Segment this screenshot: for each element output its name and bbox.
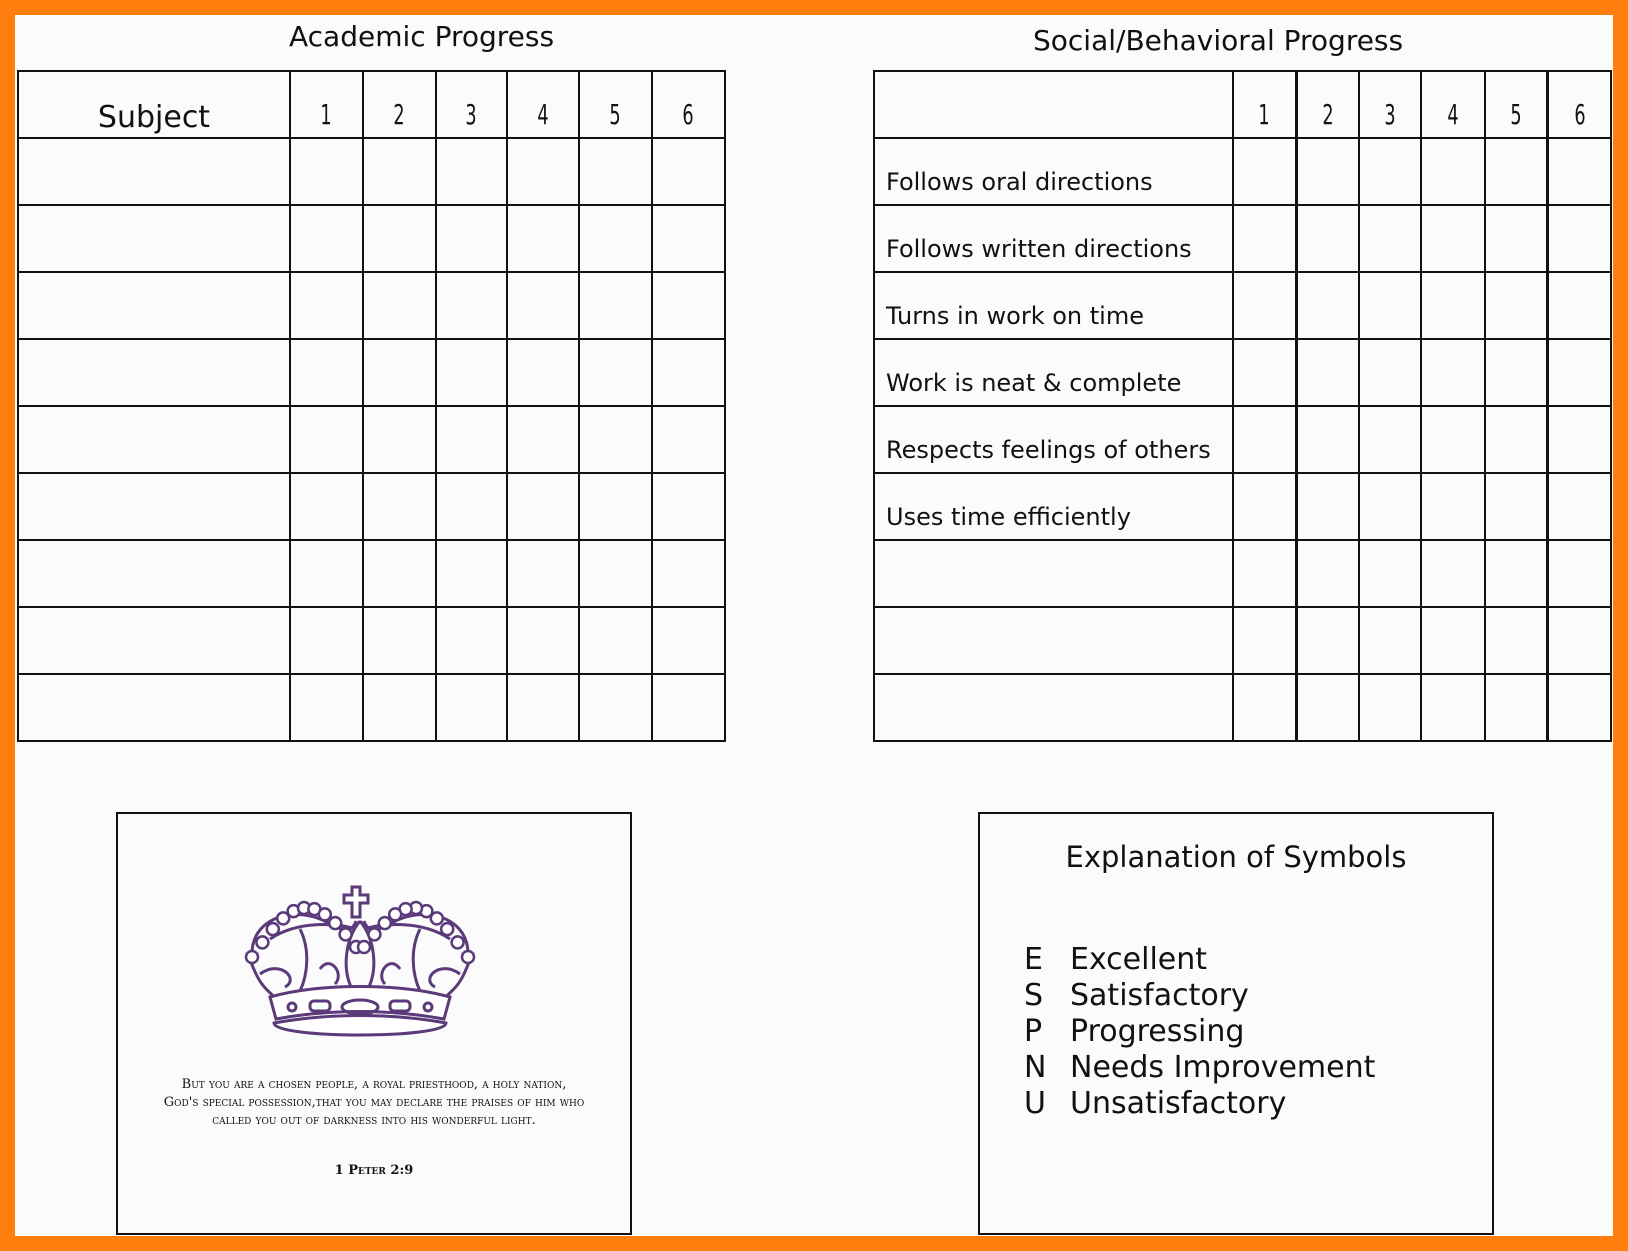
symbol-code: E: [1024, 942, 1043, 977]
table-row: [874, 138, 1611, 205]
subject-cell[interactable]: [18, 607, 290, 674]
grade-cell[interactable]: [436, 138, 507, 205]
subject-cell[interactable]: [18, 339, 290, 406]
grade-cell[interactable]: [652, 473, 725, 540]
grade-cell[interactable]: [290, 339, 363, 406]
grade-cell[interactable]: [1485, 406, 1548, 473]
period-header: 4: [1421, 71, 1484, 138]
period-header: 1: [1233, 71, 1296, 138]
grade-cell[interactable]: [1359, 406, 1421, 473]
behavior-label: Follows written directions: [874, 205, 1233, 272]
grade-cell[interactable]: [1233, 205, 1296, 272]
period-header: 1: [290, 71, 363, 138]
grade-cell[interactable]: [579, 272, 652, 339]
subject-cell[interactable]: [18, 272, 290, 339]
table-row: [874, 540, 1611, 607]
period-header: 3: [436, 71, 507, 138]
grade-cell[interactable]: [436, 473, 507, 540]
verse-line: But you are a chosen people, a royal priesthood, a holy nation,: [181, 1077, 567, 1092]
table-row: [18, 406, 725, 473]
grade-cell[interactable]: [290, 272, 363, 339]
grade-cell[interactable]: [1359, 272, 1421, 339]
grade-cell[interactable]: [363, 406, 436, 473]
grade-cell[interactable]: [1233, 540, 1296, 607]
grade-cell[interactable]: [1233, 674, 1296, 741]
table-row: [874, 674, 1611, 741]
grade-cell[interactable]: [290, 473, 363, 540]
grade-cell[interactable]: [1548, 540, 1611, 607]
grade-cell[interactable]: [1485, 607, 1548, 674]
symbol-code: N: [1024, 1050, 1047, 1085]
grade-cell[interactable]: [507, 473, 579, 540]
period-header: 2: [1296, 71, 1359, 138]
grade-cell[interactable]: [1421, 607, 1484, 674]
grade-cell[interactable]: [363, 473, 436, 540]
symbol-row: [1024, 1014, 1375, 1050]
grade-cell[interactable]: [290, 406, 363, 473]
crown-pearl: [340, 928, 352, 940]
behavior-header-blank: [874, 71, 1233, 138]
behavior-label: [874, 540, 1233, 607]
grade-cell[interactable]: [1548, 339, 1611, 406]
table-row: [18, 473, 725, 540]
table-row: [874, 205, 1611, 272]
subject-cell[interactable]: [18, 674, 290, 741]
grade-cell[interactable]: [436, 674, 507, 741]
grade-cell[interactable]: [652, 540, 725, 607]
grade-cell[interactable]: [1359, 339, 1421, 406]
period-header: 6: [1548, 71, 1611, 138]
grade-cell[interactable]: [579, 607, 652, 674]
period-header: 4: [507, 71, 579, 138]
grade-cell[interactable]: [507, 607, 579, 674]
symbol-code: U: [1024, 1086, 1046, 1121]
grade-cell[interactable]: [1548, 138, 1611, 205]
grade-cell[interactable]: [1421, 473, 1484, 540]
behavior-label: [874, 674, 1233, 741]
grade-cell[interactable]: [1233, 406, 1296, 473]
crown-pearl: [379, 917, 391, 929]
table-row: [18, 607, 725, 674]
grade-cell[interactable]: [507, 205, 579, 272]
grade-cell[interactable]: [1233, 138, 1296, 205]
crown-pearl: [329, 917, 341, 929]
table-row: [874, 607, 1611, 674]
behavioral-table: [873, 70, 1612, 742]
grade-cell[interactable]: [652, 339, 725, 406]
crown-pearl: [462, 951, 474, 963]
grade-cell[interactable]: [1485, 138, 1548, 205]
behavioral-header-row: [874, 71, 1611, 138]
symbol-row: [1024, 1050, 1375, 1086]
subject-cell[interactable]: [18, 138, 290, 205]
crown-pearl: [441, 923, 453, 935]
grade-cell[interactable]: [1421, 272, 1484, 339]
grade-cell[interactable]: [1359, 473, 1421, 540]
subject-cell[interactable]: [18, 205, 290, 272]
symbol-code: P: [1024, 1014, 1043, 1049]
grade-cell[interactable]: [579, 406, 652, 473]
subject-cell[interactable]: [18, 406, 290, 473]
table-row: [874, 272, 1611, 339]
grade-cell[interactable]: [1548, 205, 1611, 272]
grade-cell[interactable]: [1359, 540, 1421, 607]
grade-cell[interactable]: [1233, 473, 1296, 540]
grade-cell[interactable]: [1296, 473, 1359, 540]
grade-cell[interactable]: [1421, 138, 1484, 205]
table-row: [18, 339, 725, 406]
table-row: [18, 272, 725, 339]
grade-cell[interactable]: [1548, 473, 1611, 540]
subject-cell[interactable]: [18, 473, 290, 540]
verse-line: God's special possession,that you may declare the praises of him who: [163, 1095, 585, 1110]
grade-cell[interactable]: [652, 138, 725, 205]
grade-cell[interactable]: [436, 540, 507, 607]
symbol-code: S: [1024, 978, 1044, 1013]
table-row: [874, 406, 1611, 473]
crown-pearl: [368, 928, 380, 940]
symbol-meaning: Progressing: [1070, 1014, 1245, 1049]
grade-cell[interactable]: [507, 540, 579, 607]
grade-cell[interactable]: [363, 674, 436, 741]
table-row: [18, 205, 725, 272]
grade-cell[interactable]: [1485, 540, 1548, 607]
behavior-label: Respects feelings of others: [874, 406, 1233, 473]
grade-cell[interactable]: [1421, 674, 1484, 741]
symbol-row: [1024, 942, 1375, 978]
grade-cell[interactable]: [579, 339, 652, 406]
grade-cell[interactable]: [1485, 674, 1548, 741]
grade-cell[interactable]: [1421, 540, 1484, 607]
grade-cell[interactable]: [1296, 607, 1359, 674]
verse-box: [116, 812, 632, 1235]
grade-cell[interactable]: [579, 674, 652, 741]
verse-reference: 1 Peter 2:9: [334, 1163, 414, 1178]
grade-cell[interactable]: [1296, 339, 1359, 406]
behavior-label: Turns in work on time: [874, 272, 1233, 339]
grade-cell[interactable]: [1296, 138, 1359, 205]
grade-cell[interactable]: [1296, 205, 1359, 272]
grade-cell[interactable]: [507, 272, 579, 339]
symbols-box: [978, 812, 1494, 1235]
grade-cell[interactable]: [1359, 674, 1421, 741]
period-header: 3: [1359, 71, 1421, 138]
grade-cell[interactable]: [652, 607, 725, 674]
subject-cell[interactable]: [18, 540, 290, 607]
grade-cell[interactable]: [436, 272, 507, 339]
grade-cell[interactable]: [1485, 205, 1548, 272]
crown-icon: [230, 879, 490, 1049]
grade-cell[interactable]: [1485, 272, 1548, 339]
grade-cell[interactable]: [1233, 272, 1296, 339]
verse-line: called you out of darkness into his wonderful light.: [212, 1113, 536, 1128]
grade-cell[interactable]: [363, 607, 436, 674]
grade-cell[interactable]: [1296, 406, 1359, 473]
grade-cell[interactable]: [1359, 607, 1421, 674]
crown-pearl: [319, 908, 331, 920]
behavior-label: [874, 607, 1233, 674]
grade-cell[interactable]: [363, 272, 436, 339]
grade-cell[interactable]: [290, 674, 363, 741]
grade-cell[interactable]: [1296, 540, 1359, 607]
grade-cell[interactable]: [579, 138, 652, 205]
grade-cell[interactable]: [1359, 138, 1421, 205]
grade-cell[interactable]: [1485, 339, 1548, 406]
grade-cell[interactable]: [1421, 406, 1484, 473]
grade-cell[interactable]: [290, 540, 363, 607]
symbol-meaning: Needs Improvement: [1070, 1050, 1376, 1085]
grade-cell[interactable]: [290, 205, 363, 272]
table-row: [18, 138, 725, 205]
grade-cell[interactable]: [1359, 205, 1421, 272]
symbols-title: Explanation of Symbols: [1065, 840, 1407, 874]
grade-cell[interactable]: [579, 473, 652, 540]
behavior-label: Uses time efficiently: [874, 473, 1233, 540]
grade-cell[interactable]: [507, 339, 579, 406]
symbol-row: [1024, 1086, 1375, 1122]
crown-pearl: [246, 951, 258, 963]
grade-cell[interactable]: [436, 205, 507, 272]
grade-cell[interactable]: [363, 339, 436, 406]
period-header: 5: [1485, 71, 1548, 138]
grade-cell[interactable]: [290, 607, 363, 674]
symbol-row: [1024, 978, 1375, 1014]
grade-cell[interactable]: [652, 406, 725, 473]
grade-cell[interactable]: [507, 674, 579, 741]
grade-cell[interactable]: [1421, 339, 1484, 406]
crown-pearl: [267, 923, 279, 935]
behavior-label: Work is neat & complete: [874, 339, 1233, 406]
grade-cell[interactable]: [436, 607, 507, 674]
table-row: [18, 540, 725, 607]
academic-table: [17, 70, 726, 742]
academic-title: Academic Progress: [289, 20, 555, 53]
grade-cell[interactable]: [652, 205, 725, 272]
grade-cell[interactable]: [363, 205, 436, 272]
academic-header-row: [18, 71, 725, 138]
symbol-meaning: Satisfactory: [1070, 978, 1249, 1013]
crown-pearl: [389, 908, 401, 920]
behavior-label: Follows oral directions: [874, 138, 1233, 205]
grade-cell[interactable]: [1233, 339, 1296, 406]
grade-cell[interactable]: [1548, 272, 1611, 339]
grade-cell[interactable]: [579, 205, 652, 272]
grade-cell[interactable]: [290, 138, 363, 205]
grade-cell[interactable]: [1548, 406, 1611, 473]
grade-cell[interactable]: [507, 138, 579, 205]
period-header: 2: [363, 71, 436, 138]
grade-cell[interactable]: [1548, 674, 1611, 741]
period-header: 5: [579, 71, 652, 138]
grade-cell[interactable]: [579, 540, 652, 607]
symbol-meaning: Excellent: [1070, 942, 1208, 977]
crown-pearl: [452, 936, 464, 948]
verse-text: [118, 1076, 630, 1130]
grade-cell[interactable]: [1296, 674, 1359, 741]
period-header: 6: [652, 71, 725, 138]
grade-cell[interactable]: [1296, 272, 1359, 339]
subject-header: Subject: [18, 71, 290, 138]
symbols-list: [1024, 942, 1375, 1122]
grade-cell[interactable]: [363, 138, 436, 205]
behavioral-title: Social/Behavioral Progress: [1033, 24, 1404, 57]
report-card-page: [15, 15, 1613, 1236]
crown-pearl: [358, 941, 370, 953]
crown-pearl: [256, 936, 268, 948]
grade-cell[interactable]: [652, 674, 725, 741]
table-row: [874, 339, 1611, 406]
grade-cell[interactable]: [436, 406, 507, 473]
table-row: [18, 674, 725, 741]
grade-cell[interactable]: [507, 406, 579, 473]
grade-cell[interactable]: [1548, 607, 1611, 674]
grade-cell[interactable]: [652, 272, 725, 339]
grade-cell[interactable]: [1421, 205, 1484, 272]
grade-cell[interactable]: [1233, 607, 1296, 674]
grade-cell[interactable]: [436, 339, 507, 406]
symbol-meaning: Unsatisfactory: [1070, 1086, 1287, 1121]
table-row: [874, 473, 1611, 540]
grade-cell[interactable]: [1485, 473, 1548, 540]
grade-cell[interactable]: [363, 540, 436, 607]
